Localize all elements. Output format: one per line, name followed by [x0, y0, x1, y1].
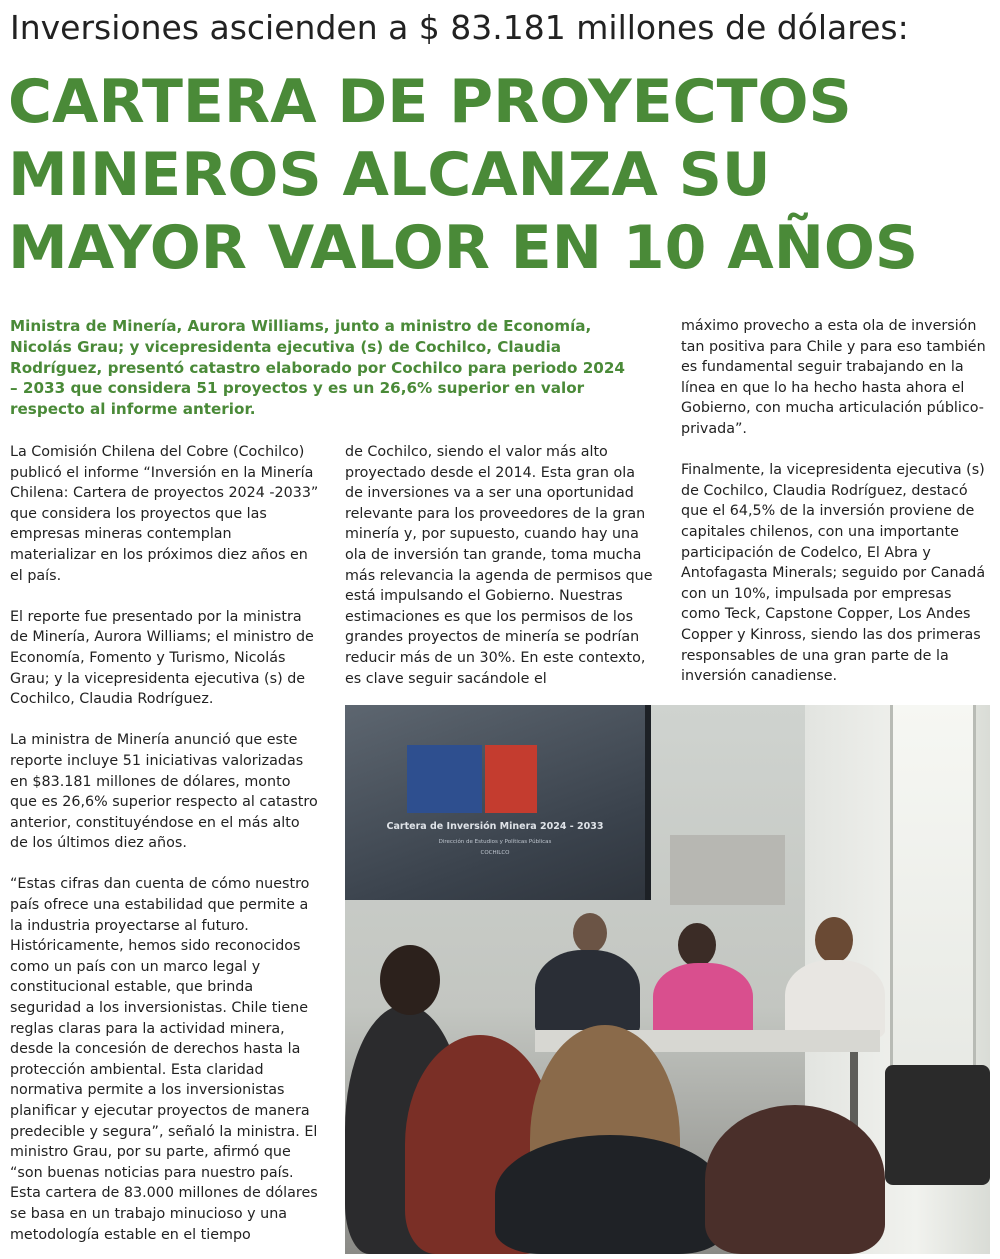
panelist-woman-white — [785, 960, 885, 1038]
headline-line: CARTERA DE PROYECTOS — [8, 67, 852, 137]
paragraph: El reporte fue presentado por la ministra de Minería, Aurora Williams; el ministro de Economía, Fomento y Turismo, Nicolás Grau; y la vicepresidenta ejecutiva (s) de Cochilco, Claudia Rodríguez. — [10, 608, 314, 708]
column-1 — [10, 442, 320, 1245]
lead-paragraph: Ministra de Minería, Aurora Williams, junto a ministro de Economía, Nicolás Grau; y vicepresidenta ejecutiva (s) de Cochilco, Claudia Rodríguez, presentó catastro elaborado por Cochilco para periodo 2024 – 2033 que considera 51 proyectos y es un 26,6% superior en valor respecto al informe anterior. — [10, 317, 625, 419]
chair — [885, 1065, 990, 1185]
audience-member — [705, 1105, 885, 1254]
paragraph: máximo provecho a esta ola de inversión tan positiva para Chile y para eso también es fundamental seguir trabajando en la línea en que lo ha hecho hasta ahora el Gobierno, con mucha articulación público-privada”. — [681, 318, 986, 437]
paragraph: Finalmente, la vicepresidenta ejecutiva (s) de Cochilco, Claudia Rodríguez, destacó que el 64,5% de la inversión proviene de capitales chilenos, con una importante participación de Codelco, El Abra y Antofagasta Minerals; seguido por Canadá con un 10%, impulsada por empresas como Teck, Capstone Copper, Los Andes Copper y Kinross, siendo las dos primeras responsables de una gran parte de la inversión canadiense. — [681, 462, 986, 685]
paragraph: “Estas cifras dan cuenta de cómo nuestro país ofrece una estabilidad que permite a la industria proyectarse al futuro. Históricamente, hemos sido reconocidos como un país con un marco legal y constitucional estable, que brinda seguridad a los inversionistas. Chile tiene reglas claras para la actividad minera, desde la concesión de derechos hasta la protección ambiental. Esta claridad normativa permite a los inversionistas planificar y ejecutar proyectos de manera predecible y segura”, señaló la ministra. El ministro Grau, por su parte, afirmó que “son buenas noticias para nuestro país. Esta cartera de 83.000 millones de dólares se basa en un trabajo minucioso y una metodología estable en el tiempo — [10, 876, 318, 1243]
screen-subtitle: Dirección de Estudios y Políticas Públicas — [438, 839, 552, 845]
panelist-head — [573, 913, 607, 953]
paragraph: La ministra de Minería anunció que este reporte incluye 51 iniciativas valorizadas en $83.181 millones de dólares, monto que es 26,6% superior respecto al catastro anterior, constituyéndose en el más alto de los últimos diez años. — [10, 732, 318, 852]
column-2 — [345, 442, 655, 689]
ministry-logo — [407, 745, 482, 813]
screen-title: Cartera de Inversión Minera 2024 - 2033 — [386, 821, 604, 832]
panelist-head — [678, 923, 716, 967]
screen-org: COCHILCO — [480, 850, 510, 856]
headline — [8, 66, 993, 285]
photo-window — [890, 705, 976, 1085]
panelist-man — [535, 950, 640, 1035]
cochilco-logo — [485, 745, 537, 813]
paragraph: de Cochilco, siendo el valor más alto proyectado desde el 2014. Esta gran ola de inversiones va a ser una oportunidad relevante para los proveedores de la gran minería y, por supuesto, cuando hay una ola de inversión tan grande, toma mucha más relevancia la agenda de permisos que está impulsando el Gobierno. Nuestras estimaciones es que los permisos de los grandes proyectos de minería se podrían reducir más de un 30%. En este contexto, es clave seguir sacándole el — [345, 444, 653, 687]
event-photo — [345, 705, 990, 1254]
panelist-head — [815, 917, 853, 963]
audience-member — [495, 1135, 725, 1254]
paragraph: La Comisión Chilena del Cobre (Cochilco) publicó el informe “Inversión en la Minería Chilena: Cartera de proyectos 2024 -2033” que considera los proyectos que las empresas mineras contemplan materializar en los próximos diez años en el país. — [10, 444, 319, 584]
headline-line: MAYOR VALOR EN 10 AÑOS — [8, 213, 919, 283]
projection-screen — [345, 705, 651, 900]
panelist-woman-pink — [653, 963, 753, 1038]
kicker: Inversiones ascienden a $ 83.181 millones de dólares: — [10, 8, 909, 47]
audience-head — [380, 945, 440, 1015]
headline-line: MINEROS ALCANZA SU — [8, 140, 771, 210]
wall-panel — [670, 835, 785, 905]
column-3 — [681, 316, 991, 687]
